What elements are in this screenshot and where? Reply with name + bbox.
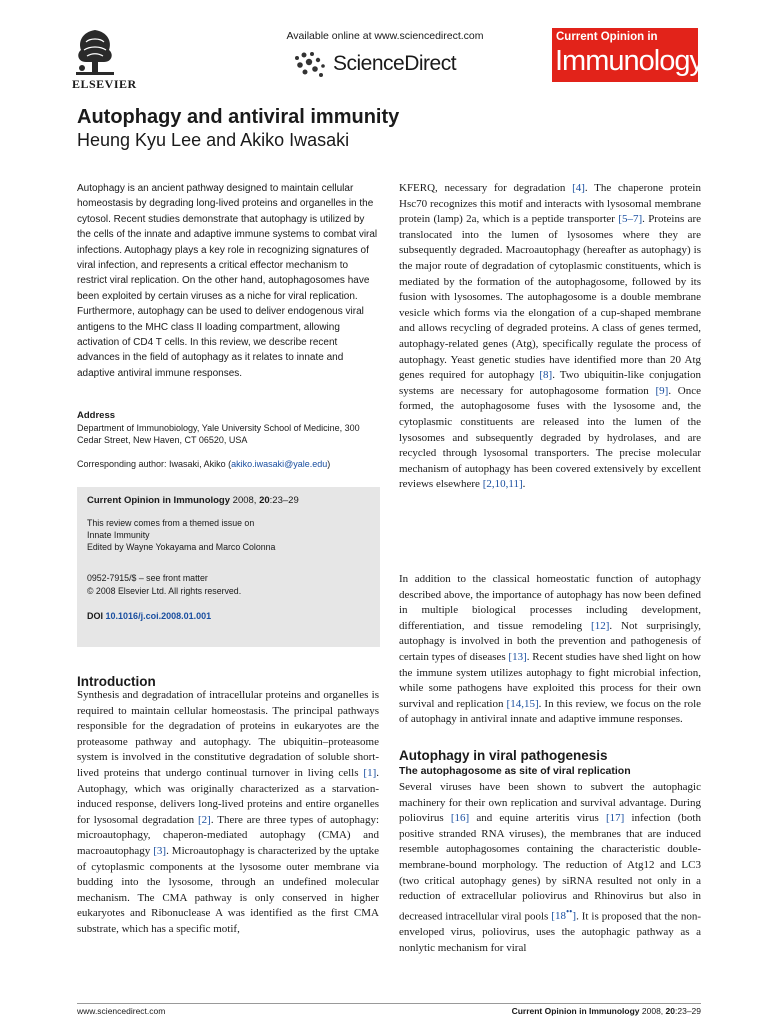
corresponding-prefix: Corresponding author: Iwasaki, Akiko ( xyxy=(77,459,232,469)
paragraph-text: . It is proposed that the non-enveloped virus, poliovirus, uses the autophagic pathway as a nonlytic mechanism for viral xyxy=(399,910,701,954)
elsevier-tree-logo xyxy=(72,26,118,76)
footer-citation xyxy=(512,1006,701,1016)
footer-volume: 20 xyxy=(665,1006,675,1016)
theme-line-3: Edited by Wayne Yokayama and Marco Colonna xyxy=(87,542,276,552)
citation-volume: 20 xyxy=(259,495,270,506)
footer-year: 2008, xyxy=(639,1006,666,1016)
subsection-heading: The autophagosome as site of viral replication xyxy=(399,765,631,777)
journal-logo xyxy=(552,28,703,82)
reference-bracket: ] xyxy=(572,910,577,923)
paragraph-text: Several viruses have been shown to subvert the autophagic machinery for their own replication and survival advantage. During poliovirus xyxy=(399,781,701,825)
footer-journal: Current Opinion in Immunology xyxy=(511,1006,640,1016)
reference-link[interactable]: [12] xyxy=(591,619,610,632)
reference-link[interactable]: [17] xyxy=(605,812,625,825)
reference-link[interactable]: [16] xyxy=(450,812,470,825)
paragraph-text: . Once formed, the autophagosome fuses with the lysosome and, the cytoplasmic constituents are released into the lumen of the lysosomes and subsequently degraded by hydrolases, and are recycled through lysosomal transporters. The precise molecular mechanism of autophagy has been covered extensively by excellent reviews elsewhere xyxy=(399,384,701,491)
paragraph-text: . Recent studies have shed light on how the immune system utilizes autophagy to fight microbial infection, while some pathogens have exploited this process for their own survival and replication xyxy=(399,650,701,710)
paragraph-text: . Two ubiquitin-like conjugation systems are necessary for autophagosome formation xyxy=(399,369,702,397)
doi-line xyxy=(87,611,211,621)
reference-link[interactable]: [13] xyxy=(508,650,527,663)
corresponding-suffix: ) xyxy=(327,459,331,469)
intro-text-4: . Microautophagy is characterized by the uptake of cytoplasmic components at the lysosome outer membrane via budding into the lysosome, through an undefined molecular mechanism. The CMA pathway is only conserved in higher eukaryotes and Ribonuclease A was identified as the first CMA substrate, which has a specific motif, xyxy=(77,844,379,935)
paragraph-text: . Not surprisingly, autophagy is involved in both the prevention and pathogenesis of certain types of diseases xyxy=(399,619,701,663)
section-heading-viral-pathogenesis: Autophagy in viral pathogenesis xyxy=(399,748,608,763)
citation-pages: :23–29 xyxy=(269,495,299,506)
intro-text-3: . There are three types of autophagy: microautophagy, chaperon-mediated autophagy (CMA) and macroautophagy xyxy=(77,813,379,857)
footer-divider xyxy=(77,1003,701,1004)
reference-link[interactable] xyxy=(551,906,577,923)
issn-line: 0952-7915/$ – see front matter xyxy=(87,573,208,583)
reference-link[interactable]: [14,15] xyxy=(506,697,539,710)
doi-link[interactable]: 10.1016/j.coi.2008.01.001 xyxy=(105,611,212,621)
paragraph-text: . xyxy=(522,478,526,491)
paragraph-text: infection (both positive stranded RNA viruses), the membranes that are induced resemble autophagosomes containing the characteristic double-membrane-bound morphology. The reduction of Atg12 and LC3 (two critical autophagy genes) by siRNA resulted not only in a reduction of extracellular poliovirus and Rhinovirus but also in decreased intracellular viral pools xyxy=(399,812,701,923)
reference-link[interactable]: [2,10,11] xyxy=(482,478,523,491)
reference-link[interactable]: [4] xyxy=(572,182,585,194)
paragraph-text: In addition to the classical homeostatic function of autophagy described above, the importance of autophagy has now been defined in multiple biological processes including development, differentiation, and tissue remodeling xyxy=(399,573,701,632)
citation-line xyxy=(87,495,299,506)
theme-info xyxy=(87,517,372,553)
citation-journal: Current Opinion in Immunology xyxy=(87,495,231,506)
reference-link[interactable]: [9] xyxy=(655,384,669,397)
theme-line-1: This review comes from a themed issue on xyxy=(87,518,255,528)
copyright-line: © 2008 Elsevier Ltd. All rights reserved. xyxy=(87,586,242,596)
theme-line-2: Innate Immunity xyxy=(87,530,150,540)
paragraph-text: . The chaperone protein Hsc70 recognizes this motif and interacts with lysosomal membrane protein (lamp) 2a, which is a peptide transporter xyxy=(399,182,701,226)
address-text: Department of Immunobiology, Yale University School of Medicine, 300 Cedar Street, New Haven, CT 06520, USA xyxy=(77,423,360,445)
introduction-heading: Introduction xyxy=(77,674,156,689)
available-online-text: Available online at www.sciencedirect.com xyxy=(286,30,484,42)
citation-year: 2008, xyxy=(232,495,257,506)
intro-text-2: . Autophagy, which was originally characterized as a starvation-induced response, delivers long-lived proteins and entire organelles for lysosomal degradation xyxy=(77,766,379,826)
paragraph-text: KFERQ, necessary for degradation xyxy=(399,182,573,194)
footer-pages: :23–29 xyxy=(675,1006,701,1016)
issn-info xyxy=(87,572,372,598)
article-authors: Heung Kyu Lee and Akiko Iwasaki xyxy=(77,130,350,150)
publisher-name: ELSEVIER xyxy=(72,77,137,91)
footer-url[interactable]: www.sciencedirect.com xyxy=(77,1006,166,1016)
journal-logo-main: Immunology xyxy=(555,45,703,77)
paragraph-text: and equine arteritis virus xyxy=(469,812,606,825)
intro-text-1: Synthesis and degradation of intracellular proteins and organelles is required to maintain cellular homeostasis. The principal pathways responsible for the degradation of proteins in eukaryotes are the proteasome pathway and autophagy. The ubiquitin–proteasome system is involved in the constitutive degradation of soluble short-lived proteins that undergo continual turnover in living cells xyxy=(77,689,379,779)
right-column-paragraph-1 xyxy=(399,181,701,493)
sciencedirect-dots-icon xyxy=(291,50,329,80)
abstract: Autophagy is an ancient pathway designed to maintain cellular homeostasis by degrading long-lived proteins and organelles in the cytosol. Recent studies demonstrate that autophagy is utilized by the cells of the innate and adaptive immune systems to combat viral infections. Autophagy plays a key role in recognizing signatures of viral infection, and represents a critical effector mechanism to restrict viral replication. On the other hand, autophagosomes have been exploited by certain viruses as a niche for viral replication. Furthermore, autophagy can be used to deliver endogenous viral antigens to the MHC class II loading compartment, allowing activation of CD4 T cells. In this review, we describe recent advances in the field of autophagy as it relates to innate and adaptive antiviral immune responses. xyxy=(77,183,378,379)
reference-link[interactable]: [3] xyxy=(153,844,167,857)
reference-marker: •• xyxy=(565,906,573,917)
article-info-box xyxy=(77,487,380,647)
viral-pathogenesis-body xyxy=(399,780,701,956)
article-title: Autophagy and antiviral immunity xyxy=(77,106,400,128)
right-column-paragraph-2 xyxy=(399,572,701,728)
doi-label: DOI xyxy=(87,611,104,621)
reference-number: [18 xyxy=(551,910,566,923)
reference-link[interactable]: [1] xyxy=(363,766,377,779)
reference-link[interactable]: [5–7] xyxy=(618,213,643,226)
author-email-link[interactable]: akiko.iwasaki@yale.edu xyxy=(231,459,328,469)
reference-link[interactable]: [2] xyxy=(198,813,211,826)
sciencedirect-wordmark: ScienceDirect xyxy=(333,52,457,75)
journal-logo-top: Current Opinion in xyxy=(556,31,658,43)
introduction-body xyxy=(77,688,379,938)
address-heading: Address xyxy=(77,410,116,421)
paragraph-text: . In this review, we focus on the role of autophagy in antiviral innate and adaptive immune responses. xyxy=(399,697,702,726)
corresponding-author xyxy=(77,459,382,469)
reference-link[interactable]: [8] xyxy=(539,369,553,382)
paragraph-text: . Proteins are translocated into the lumen of lysosomes where they are subsequently degraded. Macroautophagy (hereafter as autophagy) is the major route of degradation of cytoplasmic constituents, which is mediated by the formation of the autophagosome, followed by its fusion with lysosomes. The autophagosome is a double membrane vesicle which forms via the elongation of a cup-shaped membrane and allows recycling of degraded proteins. A class of genes termed, autophagy-related genes (Atg), specifically regulate the process of autophagy. Yeast genetic studies have identified more than 20 Atg genes required for autophagy xyxy=(399,213,701,382)
